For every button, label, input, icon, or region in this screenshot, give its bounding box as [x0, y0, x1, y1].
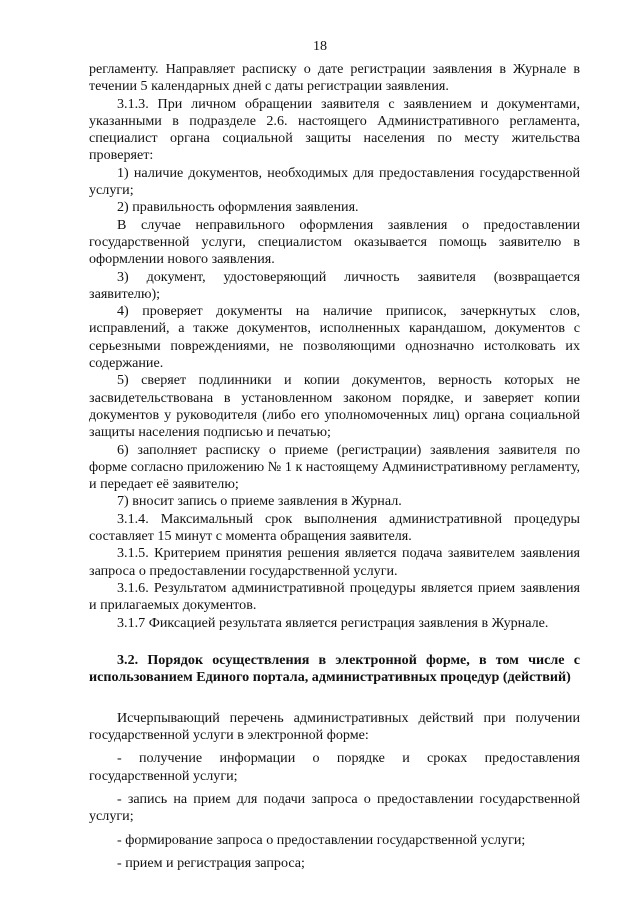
paragraph: 3.1.3. При личном обращении заявителя с заявлением и документами, указанными в подразделе 2.6. настоящего Административного регламента, специалист органа социальной защиты населения по месту жительства проверяет: — [89, 95, 580, 164]
list-item: - формирование запроса о предоставлении государственной услуги; — [117, 831, 526, 848]
list-intro: Исчерпывающий перечень административных действий при получении государственной услуги в электронной форме: — [89, 709, 580, 744]
page-number: 18 — [312, 38, 328, 54]
paragraph: 1) наличие документов, необходимых для предоставления государственной услуги; — [89, 164, 580, 199]
document-body — [89, 61, 580, 872]
paragraph: 3.1.4. Максимальный срок выполнения административной процедуры составляет 15 минут с момента обращения заявителя. — [89, 510, 580, 545]
paragraph: 7) вносит запись о приеме заявления в Журнал. — [117, 493, 402, 510]
paragraph: 4) проверяет документы на наличие приписок, зачеркнутых слов, исправлений, а также документов, исполненных карандашом, документов с серьезными повреждениями, не позволяющими однозначно истолковать их содержание. — [89, 303, 580, 372]
paragraph: 2) правильность оформления заявления. — [117, 199, 359, 216]
list-item: - получение информации о порядке и сроках предоставления государственной услуги; — [89, 750, 580, 784]
paragraph: 6) заполняет расписку о приеме (регистрации) заявления заявителя по форме согласно приложению № 1 к настоящему Административному регламенту, и передает её заявителю; — [89, 441, 580, 493]
paragraph: 3.1.7 Фиксацией результата является регистрация заявления в Журнале. — [117, 614, 549, 631]
section-heading: 3.2. Порядок осуществления в электронной форме, в том числе с использованием Единого портала, административных процедур (действий) — [89, 651, 580, 686]
paragraph: 3.1.5. Критерием принятия решения является подача заявителем заявления запроса о предоставлении государственной услуги. — [89, 545, 580, 579]
paragraph: 3.1.6. Результатом административной процедуры является прием заявления и прилагаемых документов. — [89, 579, 580, 614]
list-item: - прием и регистрация запроса; — [117, 854, 305, 871]
list-item: - запись на прием для подачи запроса о предоставлении государственной услуги; — [89, 790, 580, 825]
paragraph: 3) документ, удостоверяющий личность заявителя (возвращается заявителю); — [89, 268, 580, 302]
paragraph: В случае неправильного оформления заявления о предоставлении государственной услуги, специалистом оказывается помощь заявителю в оформлении нового заявления. — [89, 216, 580, 268]
paragraph: регламенту. Направляет расписку о дате регистрации заявления в Журнале в течении 5 календарных дней с даты регистрации заявления. — [89, 61, 580, 95]
paragraph: 5) сверяет подлинники и копии документов, верность которых не засвидетельствована в установленном законом порядке, и заверяет копии документов у руководителя (либо его уполномоченных лиц) органа социальной защиты населения подписью и печатью; — [89, 372, 580, 441]
